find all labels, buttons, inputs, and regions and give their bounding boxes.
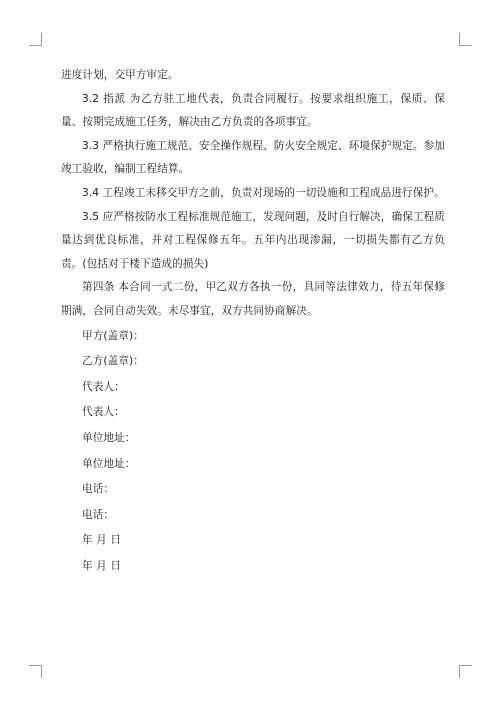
document-body bbox=[61, 64, 445, 579]
representative-b-line: 代表人： bbox=[82, 406, 125, 419]
address-b-line: 单位地址： bbox=[82, 457, 136, 470]
crop-mark-bottom-left bbox=[29, 665, 42, 678]
date-b-line: 年 月 日 bbox=[82, 559, 122, 572]
address-a-line: 单位地址： bbox=[82, 431, 136, 444]
date-a-line: 年 月 日 bbox=[82, 534, 122, 547]
paragraph-progress-plan: 进度计划，交甲方审定。 bbox=[61, 69, 179, 81]
crop-mark-bottom-right bbox=[459, 665, 472, 678]
party-b-seal-line: 乙方(盖章)： bbox=[82, 355, 144, 368]
crop-mark-top-left bbox=[29, 33, 42, 46]
signature-block bbox=[61, 324, 445, 580]
paragraph-clause-3-2: 3.2 指派 为乙方驻工地代表，负责合同履行。按要求组织施工，保质、保量、按期完成施工任务，解决由乙方负责的各项事宜。 bbox=[61, 92, 445, 129]
paragraph-clause-3-3: 3.3 严格执行施工规范、安全操作规程、防火安全规定、环境保护规定。参加竣工验收，编制工程结算。 bbox=[61, 139, 445, 176]
paragraph-clause-3-5: 3.5 应严格按防水工程标准规范施工，发现问题，及时自行解决，确保工程质量达到优良标准，并对工程保修五年。五年内出现渗漏，一切损失都有乙方负责。(包括对于楼下造成的损失) bbox=[61, 210, 445, 270]
crop-mark-top-right bbox=[459, 33, 472, 46]
phone-b-line: 电话： bbox=[82, 508, 115, 521]
phone-a-line: 电话： bbox=[82, 483, 115, 496]
paragraph-article-4: 第四条 本合同一式二份，甲乙双方各执一份，具同等法律效力，待五年保修期满，合同自动失效。未尽事宜，双方共同协商解决。 bbox=[61, 281, 445, 317]
representative-a-line: 代表人： bbox=[82, 380, 125, 393]
party-a-seal-line: 甲方(盖章)： bbox=[82, 329, 144, 342]
paragraph-clause-3-4: 3.4 工程竣工未移交甲方之前，负责对现场的一切设施和工程成品进行保护。 bbox=[82, 186, 445, 199]
